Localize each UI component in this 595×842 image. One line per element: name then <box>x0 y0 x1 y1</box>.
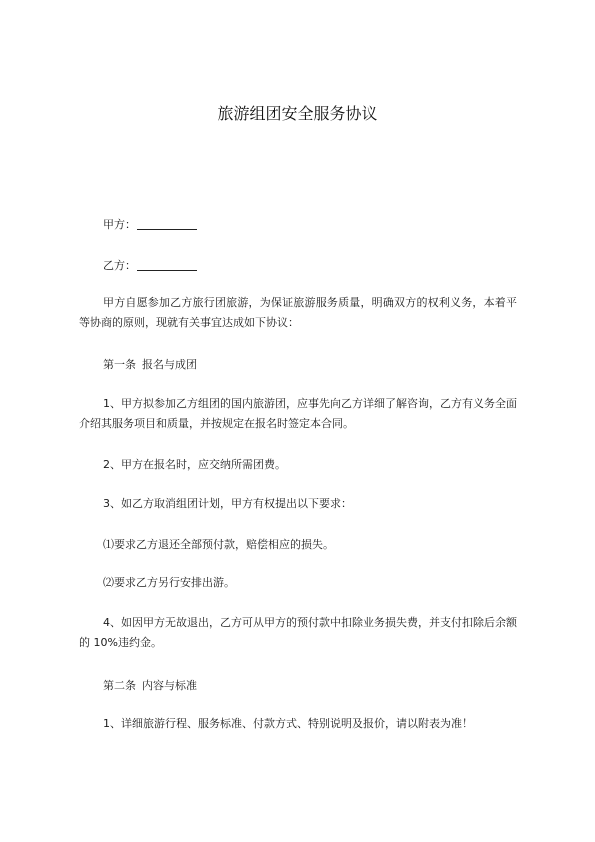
party-b-label: 乙方： <box>103 259 136 272</box>
article-1-item-3-sub-1: ⑴要求乙方退还全部预付款，赔偿相应的损失。 <box>103 538 334 551</box>
article-2-title: 内容与标准 <box>142 679 197 692</box>
party-a-line <box>103 215 197 235</box>
party-a-label: 甲方： <box>103 218 136 231</box>
article-1-number: 第一条 <box>103 358 136 371</box>
article-1-title: 报名与成团 <box>142 358 197 371</box>
article-1-item-2: 2、甲方在报名时，应交纳所需团费。 <box>103 458 286 471</box>
intro-paragraph: 甲方自愿参加乙方旅行团旅游，为保证旅游服务质量，明确双方的权利义务，本着平等协商的原则，现就有关事宜达成如下协议： <box>79 296 517 329</box>
article-1-item-4: 4、如因甲方无故退出，乙方可从甲方的预付款中扣除业务损失费，并支付扣除后余额的 10%违约金。 <box>79 616 517 649</box>
party-a-blank <box>137 217 197 230</box>
article-2-heading <box>103 676 197 696</box>
party-b-blank <box>137 258 197 271</box>
article-2-number: 第二条 <box>103 679 136 692</box>
article-1-item-3: 3、如乙方取消组团计划，甲方有权提出以下要求： <box>103 497 352 510</box>
party-b-line <box>103 256 197 276</box>
document-title: 旅游组团安全服务协议 <box>217 104 378 123</box>
article-1-item-1: 1、甲方拟参加乙方组团的国内旅游团，应事先向乙方详细了解咨询，乙方有义务全面介绍其服务项目和质量，并按规定在报名时签定本合同。 <box>79 397 517 430</box>
article-1-item-3-sub-2: ⑵要求乙方另行安排出游。 <box>103 576 235 589</box>
article-1-heading <box>103 355 197 375</box>
article-2-item-1: 1、详细旅游行程、服务标准、付款方式、特别说明及报价，请以附表为准！ <box>103 717 473 730</box>
